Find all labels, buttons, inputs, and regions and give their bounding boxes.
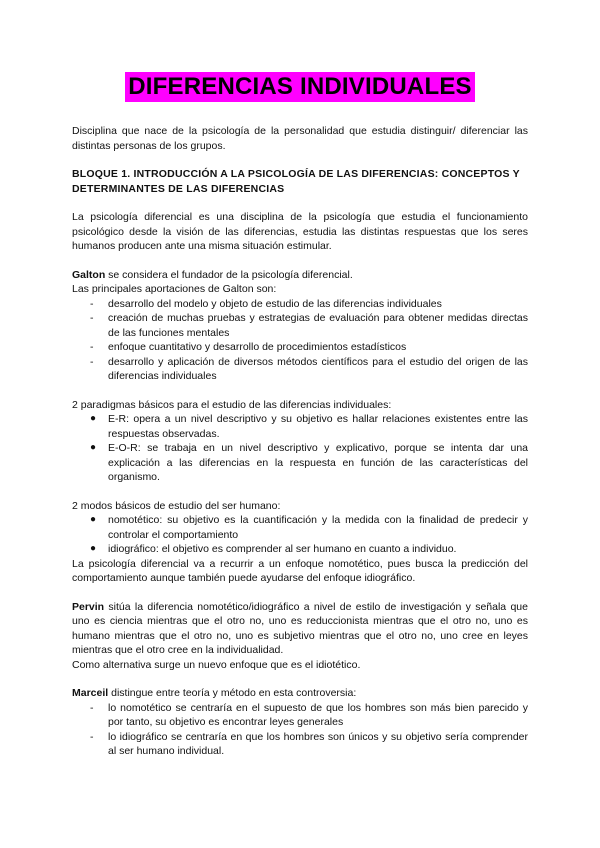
dash-marker: - <box>90 355 94 368</box>
marceil-list <box>72 701 528 759</box>
modes-list <box>72 513 528 557</box>
dash-marker: - <box>90 312 94 324</box>
list-item-text: creación de muchas pruebas y estrategias de evaluación para obtener medidas directas de las funciones mentales <box>108 312 528 339</box>
definition-paragraph: La psicología diferencial es una disciplina de la psicología que estudia el funcionamiento psicológico desde la visión de las diferencias, estudia las distintas respuestas que los seres humanos producen ante una misma situación estimular. <box>72 211 528 252</box>
galton-intro-text: se considera el fundador de la psicología diferencial. <box>105 268 353 281</box>
list-item-text: lo nomotético se centraría en el supuesto de que los hombres son más bien parecido y por tanto, su objetivo es encontrar leyes generales <box>108 701 528 728</box>
list-item-text: E-R: opera a un nivel descriptivo y su objetivo es hallar relaciones existentes entre las respuestas observadas. <box>108 413 528 440</box>
bullet-marker: ● <box>90 413 97 424</box>
galton-block <box>72 268 528 384</box>
section-heading: BLOQUE 1. INTRODUCCIÓN A LA PSICOLOGÍA DE LAS DIFERENCIAS: CONCEPTOS Y DETERMINANTES DE LAS DIFERENCIAS <box>72 168 520 195</box>
intro-paragraph: Disciplina que nace de la psicología de la personalidad que estudia distinguir/ diferenciar las distintas personas de los grupos. <box>72 125 528 152</box>
list-item-text: lo idiográfico se centraría en que los hombres son únicos y su objetivo sería comprender al ser humano individual. <box>108 730 528 757</box>
list-item <box>72 701 528 730</box>
modes-conclusion: La psicología diferencial va a recurrir a un enfoque nomotético, pues busca la predicción del comportamiento aunque también puede ayudarse del enfoque idiográfico. <box>72 557 528 584</box>
pervin-alternative: Como alternativa surge un nuevo enfoque que es el idiotético. <box>72 658 361 671</box>
galton-intro <box>72 268 528 283</box>
galton-list <box>72 297 528 384</box>
dash-marker: - <box>90 297 94 310</box>
pervin-name: Pervin <box>72 600 105 613</box>
marceil-text: distingue entre teoría y método en esta controversia: <box>108 687 357 699</box>
list-item <box>72 311 528 340</box>
paradigms-intro: 2 paradigmas básicos para el estudio de las diferencias individuales: <box>72 398 392 411</box>
dash-marker: - <box>90 730 94 743</box>
dash-marker: - <box>90 701 94 714</box>
bullet-marker: ● <box>90 442 97 453</box>
list-item-text: enfoque cuantitativo y desarrollo de procedimientos estadísticos <box>108 341 407 353</box>
pervin-paragraph <box>72 600 528 658</box>
list-item-text: nomotético: su objetivo es la cuantificación y la medida con la finalidad de predecir y controlar el comportamiento <box>108 514 528 541</box>
marceil-intro <box>72 686 528 701</box>
galton-name: Galton <box>72 268 106 281</box>
marceil-name: Marceil <box>72 687 109 699</box>
document-body <box>72 124 528 759</box>
galton-contributions-intro: Las principales aportaciones de Galton son: <box>72 283 277 295</box>
list-item <box>72 340 528 355</box>
bullet-marker: ● <box>90 543 97 554</box>
list-item-text: desarrollo del modelo y objeto de estudio de las diferencias individuales <box>108 297 442 310</box>
list-item-text: E-O-R: se trabaja en un nivel descriptivo y explicativo, porque se intenta dar una explicación a las diferencias en la respuesta en función de las características del organismo. <box>108 442 528 483</box>
list-item-text: idiográfico: el objetivo es comprender al ser humano en cuanto a individuo. <box>108 543 457 555</box>
list-item <box>72 297 528 312</box>
title-container <box>0 72 600 102</box>
list-item <box>72 355 528 384</box>
paradigms-list <box>72 412 528 485</box>
list-item <box>72 441 528 485</box>
modes-block <box>72 499 528 586</box>
modes-intro: 2 modos básicos de estudio del ser humano: <box>72 499 281 512</box>
list-item <box>72 513 528 542</box>
list-item-text: desarrollo y aplicación de diversos métodos científicos para el estudio del origen de las diferencias individuales <box>108 355 528 382</box>
bullet-marker: ● <box>90 514 97 525</box>
page-title: DIFERENCIAS INDIVIDUALES <box>125 72 475 102</box>
list-item <box>72 542 528 557</box>
marceil-block <box>72 686 528 759</box>
pervin-text: sitúa la diferencia nomotético/idiográfico a nivel de estilo de investigación y señala que uno es ciencia mientras que el otro no, uno es reduccionista mientras que el otro no, uno es humano mientras que el otro no, uno es subjetivo mientras que el otro no, uno cree en leyes mientras que el otro cree en la individualidad. <box>72 600 528 656</box>
list-item <box>72 730 528 759</box>
dash-marker: - <box>90 341 94 353</box>
paradigms-block <box>72 398 528 485</box>
pervin-block <box>72 600 528 673</box>
list-item <box>72 412 528 441</box>
